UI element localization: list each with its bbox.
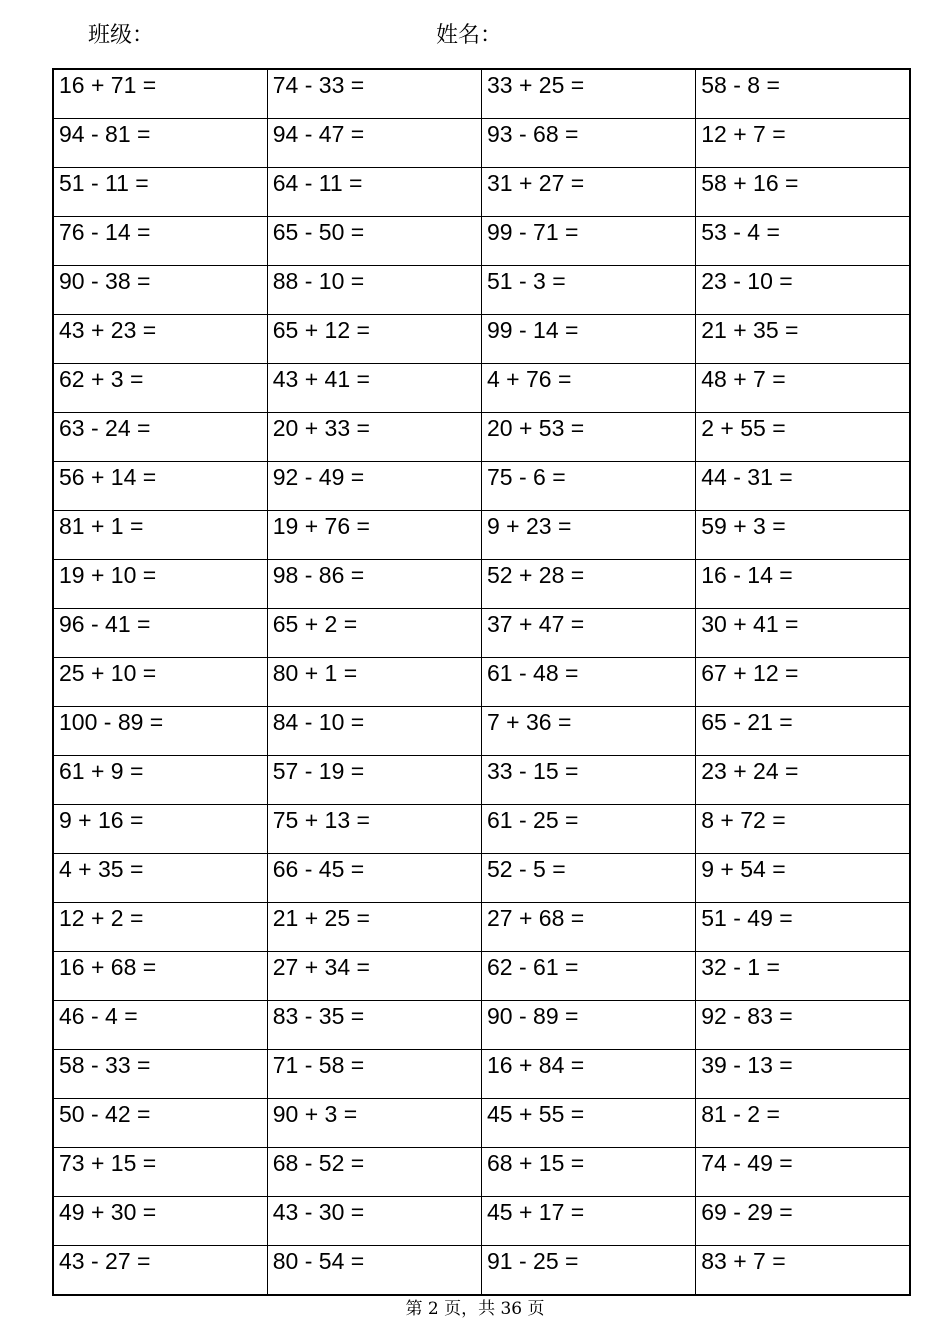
- problem-text: 90 - 38 =: [59, 268, 151, 294]
- problem-cell: [267, 315, 481, 364]
- table-row: [53, 854, 910, 903]
- page-footer: 第 2 页，共 36 页: [405, 1299, 545, 1319]
- problem-text: 65 - 21 =: [701, 709, 793, 735]
- problem-cell: [267, 903, 481, 952]
- problem-cell: [696, 217, 910, 266]
- problem-text: 61 - 25 =: [487, 807, 579, 833]
- worksheet-header: [0, 18, 950, 54]
- table-row: [53, 707, 910, 756]
- problem-text: 57 - 19 =: [272, 758, 365, 784]
- problem-text: 61 - 48 =: [487, 660, 579, 686]
- problem-text: 43 + 23 =: [59, 317, 157, 343]
- problem-text: 51 - 3 =: [487, 268, 566, 294]
- problem-cell: [267, 119, 481, 168]
- problem-cell: [696, 805, 910, 854]
- problem-cell: [53, 1050, 267, 1099]
- problem-cell: [696, 707, 910, 756]
- problem-cell: [482, 805, 696, 854]
- problem-cell: [696, 69, 910, 119]
- problem-text: 21 + 25 =: [272, 905, 370, 931]
- problem-text: 49 + 30 =: [59, 1199, 157, 1225]
- problem-cell: [53, 560, 267, 609]
- problem-text: 90 - 89 =: [487, 1003, 579, 1029]
- problem-text: 27 + 68 =: [487, 905, 585, 931]
- problem-cell: [53, 1197, 267, 1246]
- problem-text: 83 + 7 =: [701, 1248, 786, 1274]
- problem-cell: [53, 952, 267, 1001]
- problem-text: 73 + 15 =: [59, 1150, 157, 1176]
- problem-cell: [482, 315, 696, 364]
- problem-text: 83 - 35 =: [272, 1003, 365, 1029]
- problem-cell: [696, 364, 910, 413]
- problem-cell: [482, 658, 696, 707]
- table-row: [53, 560, 910, 609]
- problem-text: 37 + 47 =: [487, 611, 585, 637]
- table-row: [53, 266, 910, 315]
- problem-cell: [267, 560, 481, 609]
- problem-text: 16 + 71 =: [59, 72, 157, 98]
- problem-cell: [696, 511, 910, 560]
- problem-text: 2 + 55 =: [701, 415, 786, 441]
- problem-text: 61 + 9 =: [59, 758, 144, 784]
- problem-text: 44 - 31 =: [701, 464, 793, 490]
- problem-cell: [696, 1246, 910, 1296]
- problem-text: 56 + 14 =: [59, 464, 157, 490]
- problem-text: 69 - 29 =: [701, 1199, 793, 1225]
- problem-text: 76 - 14 =: [59, 219, 151, 245]
- problem-table-body: [53, 69, 910, 1295]
- problem-text: 65 - 50 =: [272, 219, 365, 245]
- problem-text: 53 - 4 =: [701, 219, 780, 245]
- problem-text: 71 - 58 =: [272, 1052, 365, 1078]
- problem-cell: [267, 1099, 481, 1148]
- problem-cell: [53, 315, 267, 364]
- table-row: [53, 1148, 910, 1197]
- problem-cell: [53, 69, 267, 119]
- problem-text: 21 + 35 =: [701, 317, 799, 343]
- problem-text: 39 - 13 =: [701, 1052, 793, 1078]
- problem-cell: [482, 1246, 696, 1296]
- problem-cell: [53, 854, 267, 903]
- table-row: [53, 903, 910, 952]
- table-row: [53, 952, 910, 1001]
- table-row: [53, 119, 910, 168]
- table-row: [53, 217, 910, 266]
- problem-text: 43 + 41 =: [272, 366, 370, 392]
- table-row: [53, 756, 910, 805]
- problem-cell: [267, 69, 481, 119]
- problem-text: 68 - 52 =: [272, 1150, 365, 1176]
- problem-cell: [482, 1148, 696, 1197]
- problem-cell: [696, 1050, 910, 1099]
- table-row: [53, 168, 910, 217]
- problem-cell: [482, 168, 696, 217]
- problem-text: 93 - 68 =: [487, 121, 579, 147]
- problem-cell: [53, 805, 267, 854]
- problem-text: 74 - 33 =: [272, 72, 365, 98]
- problem-cell: [696, 903, 910, 952]
- problem-text: 62 - 61 =: [487, 954, 579, 980]
- problem-text: 20 + 33 =: [272, 415, 370, 441]
- problem-text: 9 + 54 =: [701, 856, 786, 882]
- problem-cell: [267, 1197, 481, 1246]
- problem-cell: [53, 364, 267, 413]
- problem-text: 99 - 14 =: [487, 317, 579, 343]
- problem-cell: [696, 1001, 910, 1050]
- problem-cell: [53, 168, 267, 217]
- table-row: [53, 69, 910, 119]
- problem-text: 81 - 2 =: [701, 1101, 780, 1127]
- problem-cell: [696, 168, 910, 217]
- table-row: [53, 1099, 910, 1148]
- problem-text: 58 + 16 =: [701, 170, 799, 196]
- problem-cell: [53, 756, 267, 805]
- problem-cell: [267, 756, 481, 805]
- problem-text: 63 - 24 =: [59, 415, 151, 441]
- table-row: [53, 609, 910, 658]
- table-row: [53, 413, 910, 462]
- problem-cell: [267, 609, 481, 658]
- problem-text: 50 - 42 =: [59, 1101, 151, 1127]
- problem-cell: [53, 413, 267, 462]
- table-row: [53, 805, 910, 854]
- problem-cell: [696, 462, 910, 511]
- table-row: [53, 364, 910, 413]
- problem-cell: [482, 903, 696, 952]
- problem-text: 19 + 10 =: [59, 562, 157, 588]
- problem-text: 25 + 10 =: [59, 660, 157, 686]
- table-row: [53, 1050, 910, 1099]
- problem-text: 65 + 12 =: [272, 317, 370, 343]
- problem-text: 4 + 76 =: [487, 366, 572, 392]
- problem-cell: [482, 756, 696, 805]
- problem-cell: [696, 658, 910, 707]
- problem-text: 51 - 49 =: [701, 905, 793, 931]
- problem-cell: [696, 1197, 910, 1246]
- problem-cell: [482, 1050, 696, 1099]
- problem-text: 4 + 35 =: [59, 856, 144, 882]
- problem-cell: [53, 707, 267, 756]
- problem-text: 81 + 1 =: [59, 513, 144, 539]
- problem-table: [52, 68, 911, 1296]
- problem-text: 30 + 41 =: [701, 611, 799, 637]
- problem-cell: [267, 952, 481, 1001]
- problem-cell: [267, 1050, 481, 1099]
- problem-cell: [696, 560, 910, 609]
- problem-cell: [482, 707, 696, 756]
- name-label: 姓名：: [436, 23, 503, 48]
- problem-text: 80 - 54 =: [272, 1248, 365, 1274]
- problem-text: 75 - 6 =: [487, 464, 566, 490]
- problem-text: 52 + 28 =: [487, 562, 585, 588]
- problem-cell: [267, 462, 481, 511]
- problem-cell: [696, 854, 910, 903]
- table-row: [53, 1197, 910, 1246]
- problem-cell: [53, 119, 267, 168]
- problem-cell: [53, 462, 267, 511]
- problem-text: 23 + 24 =: [701, 758, 799, 784]
- problem-cell: [267, 658, 481, 707]
- problem-cell: [482, 69, 696, 119]
- problem-text: 84 - 10 =: [272, 709, 365, 735]
- problem-cell: [482, 952, 696, 1001]
- problem-cell: [696, 756, 910, 805]
- problem-cell: [696, 266, 910, 315]
- problem-cell: [267, 707, 481, 756]
- problem-cell: [53, 1148, 267, 1197]
- problem-text: 45 + 17 =: [487, 1199, 585, 1225]
- problem-text: 59 + 3 =: [701, 513, 786, 539]
- problem-cell: [482, 560, 696, 609]
- problem-text: 52 - 5 =: [487, 856, 566, 882]
- table-row: [53, 315, 910, 364]
- problem-cell: [696, 609, 910, 658]
- table-row: [53, 462, 910, 511]
- problem-text: 68 + 15 =: [487, 1150, 585, 1176]
- problem-cell: [482, 364, 696, 413]
- problem-cell: [53, 511, 267, 560]
- problem-cell: [482, 609, 696, 658]
- problem-cell: [267, 854, 481, 903]
- problem-text: 48 + 7 =: [701, 366, 786, 392]
- class-label: 班级：: [88, 23, 155, 48]
- problem-cell: [267, 1148, 481, 1197]
- problem-cell: [482, 119, 696, 168]
- problem-cell: [482, 511, 696, 560]
- problem-cell: [53, 1099, 267, 1148]
- problem-cell: [267, 805, 481, 854]
- table-row: [53, 1246, 910, 1296]
- table-row: [53, 511, 910, 560]
- problem-text: 58 - 8 =: [701, 72, 780, 98]
- problem-cell: [53, 658, 267, 707]
- problem-text: 51 - 11 =: [59, 170, 149, 196]
- problem-text: 66 - 45 =: [272, 856, 365, 882]
- problem-text: 65 + 2 =: [272, 611, 358, 637]
- problem-text: 92 - 49 =: [272, 464, 365, 490]
- problem-text: 12 + 2 =: [59, 905, 144, 931]
- problem-cell: [696, 119, 910, 168]
- problem-cell: [53, 1001, 267, 1050]
- problem-cell: [53, 609, 267, 658]
- problem-text: 45 + 55 =: [487, 1101, 585, 1127]
- problem-cell: [482, 1197, 696, 1246]
- problem-cell: [696, 1099, 910, 1148]
- problem-cell: [482, 1001, 696, 1050]
- problem-cell: [267, 511, 481, 560]
- problem-cell: [696, 413, 910, 462]
- problem-text: 75 + 13 =: [272, 807, 370, 833]
- problem-cell: [482, 413, 696, 462]
- problem-text: 23 - 10 =: [701, 268, 793, 294]
- problem-text: 9 + 16 =: [59, 807, 144, 833]
- problem-text: 19 + 76 =: [272, 513, 370, 539]
- problem-cell: [696, 315, 910, 364]
- problem-text: 9 + 23 =: [487, 513, 572, 539]
- problem-text: 16 + 84 =: [487, 1052, 585, 1078]
- problem-cell: [53, 1246, 267, 1296]
- problem-cell: [482, 854, 696, 903]
- problem-text: 67 + 12 =: [701, 660, 799, 686]
- problem-text: 33 + 25 =: [487, 72, 585, 98]
- problem-text: 94 - 47 =: [272, 121, 365, 147]
- problem-text: 90 + 3 =: [272, 1101, 358, 1127]
- problem-text: 12 + 7 =: [701, 121, 786, 147]
- problem-cell: [53, 217, 267, 266]
- table-row: [53, 1001, 910, 1050]
- problem-text: 43 - 30 =: [272, 1199, 365, 1225]
- problem-text: 62 + 3 =: [59, 366, 144, 392]
- problem-cell: [267, 266, 481, 315]
- problem-cell: [267, 168, 481, 217]
- problem-text: 58 - 33 =: [59, 1052, 151, 1078]
- problem-text: 96 - 41 =: [59, 611, 151, 637]
- problem-text: 92 - 83 =: [701, 1003, 793, 1029]
- problem-text: 27 + 34 =: [272, 954, 370, 980]
- problem-cell: [696, 952, 910, 1001]
- problem-text: 100 - 89 =: [59, 709, 164, 735]
- problem-text: 20 + 53 =: [487, 415, 585, 441]
- problem-text: 43 - 27 =: [59, 1248, 151, 1274]
- problem-cell: [482, 462, 696, 511]
- problem-text: 88 - 10 =: [272, 268, 365, 294]
- problem-cell: [267, 1001, 481, 1050]
- problem-text: 99 - 71 =: [487, 219, 579, 245]
- problem-cell: [482, 217, 696, 266]
- problem-text: 74 - 49 =: [701, 1150, 793, 1176]
- problem-text: 46 - 4 =: [59, 1003, 138, 1029]
- table-row: [53, 658, 910, 707]
- problem-cell: [53, 266, 267, 315]
- problem-cell: [53, 903, 267, 952]
- problem-text: 91 - 25 =: [487, 1248, 579, 1274]
- problem-cell: [267, 413, 481, 462]
- problem-text: 80 + 1 =: [272, 660, 358, 686]
- problem-cell: [482, 1099, 696, 1148]
- problem-cell: [696, 1148, 910, 1197]
- problem-text: 8 + 72 =: [701, 807, 786, 833]
- problem-text: 7 + 36 =: [487, 709, 572, 735]
- problem-text: 94 - 81 =: [59, 121, 151, 147]
- problem-text: 32 - 1 =: [701, 954, 780, 980]
- problem-text: 16 - 14 =: [701, 562, 793, 588]
- problem-text: 31 + 27 =: [487, 170, 585, 196]
- problem-text: 16 + 68 =: [59, 954, 157, 980]
- problem-cell: [482, 266, 696, 315]
- problem-text: 64 - 11 =: [272, 170, 363, 196]
- problem-cell: [267, 1246, 481, 1296]
- problem-text: 33 - 15 =: [487, 758, 579, 784]
- problem-cell: [267, 217, 481, 266]
- problem-text: 98 - 86 =: [272, 562, 365, 588]
- problem-cell: [267, 364, 481, 413]
